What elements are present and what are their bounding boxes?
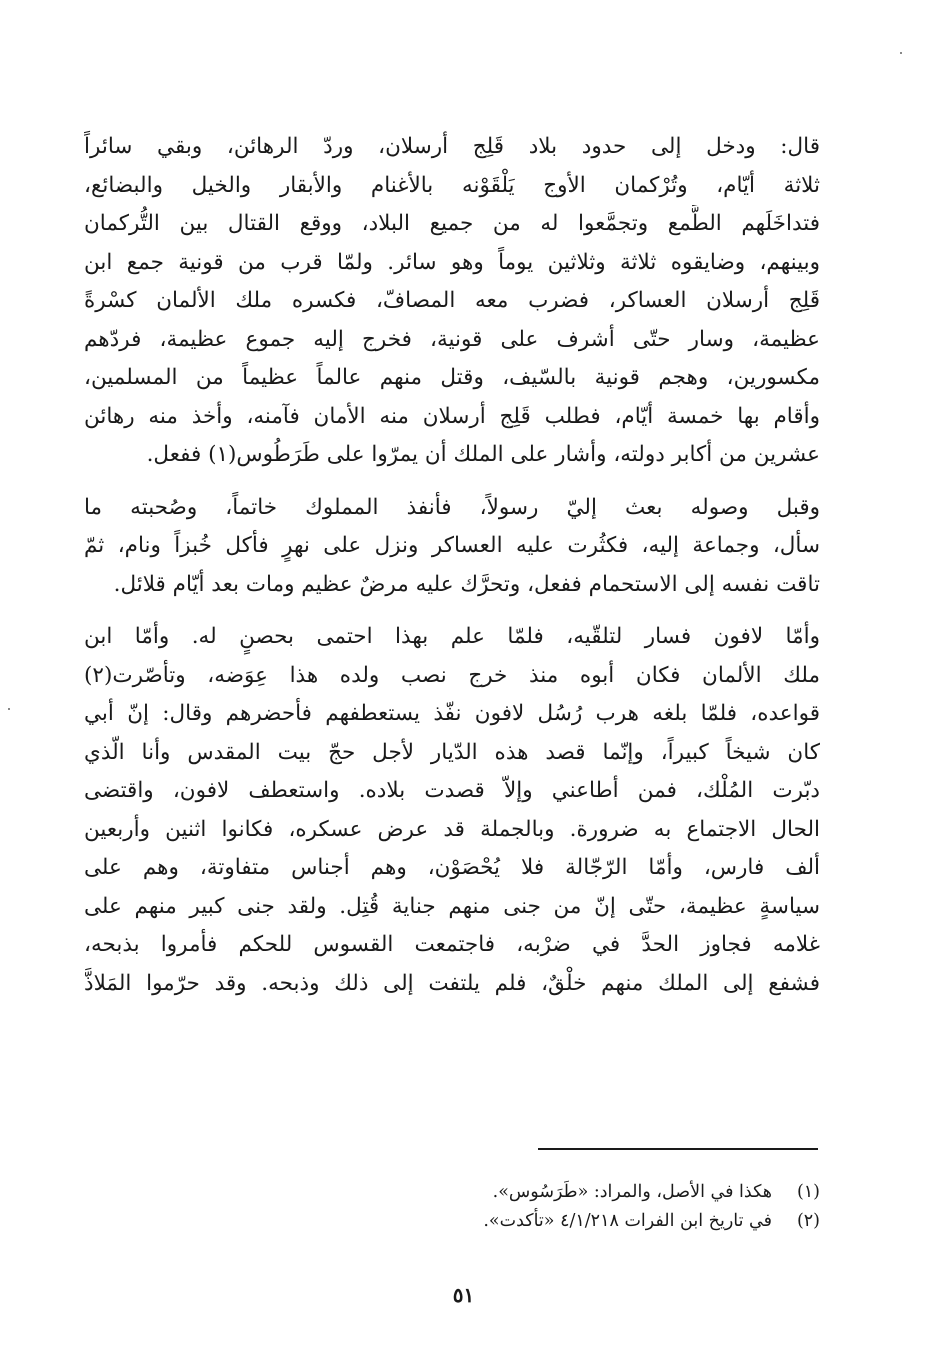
text-line: وقبل وصوله بعث إليّ رسولاً، فأنفذ المملوك خاتماً، وصُحبته ما	[84, 494, 820, 520]
footnote-divider	[538, 1148, 818, 1150]
text-line: ألف فارس، وأمّا الرّجّالة فلا يُحْصَوْن، وهم أجناس متفاوتة، وهم على	[84, 855, 820, 880]
paragraph-2	[84, 489, 820, 605]
text-line: ثلاثة أيّام، وتُرْكمان الأوج يَلْقَوْنه بالأغنام والأبقار والخيل والبضائع،	[84, 172, 820, 198]
paragraph-1	[84, 128, 820, 475]
text-line: فشفع إلى الملك منهم خلْقٌ، فلم يلتفت إلى ذلك وذبحه. وقد حرّموا المَلاذَّ	[84, 970, 820, 996]
body-text	[84, 128, 820, 1017]
text-line: دبّرت المُلْك، فمن أطاعني وإلاّ قصدت بلاده. واستعطف لافون، واقتضى	[84, 778, 820, 803]
text-line: عظيمة، وسار حتّى أشرف على قونية، فخرج إليه جموع عظيمة، فردّهم	[84, 326, 820, 352]
text-line: تاقت نفسه إلى الاستحمام ففعل، وتحرَّك عليه مرضٌ عظيم ومات بعد أيّام قلائل.	[113, 571, 820, 597]
scan-speck	[900, 52, 902, 54]
text-line: كان شيخاً كبيراً، وإنّما قصد هذه الدّيار لأجل حجّ بيت المقدس وأنا الّذي	[84, 739, 820, 765]
footnote-number: (١)	[796, 1182, 820, 1202]
footnote-1	[300, 1178, 820, 1207]
page-number: ٥١	[452, 1283, 475, 1307]
footnotes	[300, 1178, 820, 1236]
text-line: قواعده، فلمّا بلغه هرب رُسُل لافون نفّذ يستعطفهم فأحضرهم وقال: إنّ أبي	[84, 701, 820, 726]
text-line: سياسةٍ عظيمة، حتّى إنّ من جنى منهم جناية قُتِل. ولقد جنى كبير منهم على	[84, 893, 820, 919]
text-line: سأل، وجماعة إليه، فكثُرت عليه العساكر ونزل على نهرٍ فأكل خُبزاً ونام، ثمّ	[84, 533, 820, 558]
footnote-text: في تاريخ ابن الفرات ٤/١/٢١٨ «تأكدت».	[483, 1211, 772, 1231]
text-line: غلامه فجاوز الحدَّ في ضرْبه، فاجتمعت القسوس للحكم فأمروا بذبحه،	[84, 932, 820, 957]
text-line: قَلِج أرسلان العساكر، فضرب معه المصافّ، فكسره ملك الألمان كسْرةً	[84, 288, 820, 313]
text-line: فتداخَلَهم الطَّمع وتجمَّعوا له من جميع البلاد، ووقع القتال بين التُّركمان	[84, 211, 820, 236]
text-line: ملك الألمان فكان أبوه منذ خرج نصب ولده هذا عِوَضه، وتأصّرت(٢)	[84, 662, 820, 688]
footnote-text: هكذا في الأصل، والمراد: «طَرَسُوس».	[492, 1182, 772, 1202]
text-line: قال: ودخل إلى حدود بلاد قَلِج أرسلان، وردّ الرهائن، وبقي سائراً	[84, 134, 820, 159]
paragraph-3	[84, 618, 820, 1003]
footnote-2	[300, 1207, 820, 1236]
text-line: وأمّا لافون فسار لتلقّيه، فلمّا علم بهذا احتمى بحصنٍ له. وأمّا ابن	[84, 624, 820, 649]
text-line: مكسورين، وهجم قونية بالسّيف، وقتل منهم عالماً عظيماً من المسلمين،	[84, 365, 820, 390]
text-line: وأقام بها خمسة أيّام، فطلب قَلِج أرسلان منه الأمان فآمنه، وأخذ منه رهائن	[84, 403, 820, 429]
text-line: الحال الاجتماع به ضرورة. وبالجملة قد عرض عسكره، فكانوا اثنين وأربعين	[84, 816, 820, 842]
footnote-number: (٢)	[796, 1211, 820, 1231]
text-line: وبينهم، وضايقوه ثلاثة وثلاثين يوماً وهو سائر. ولمّا قرب من قونية جمع ابن	[84, 249, 820, 275]
text-line: عشرين من أكابر دولته، وأشار على الملك أن يمرّوا على طَرَطُوس(١) ففعل.	[146, 442, 820, 467]
scan-speck	[8, 708, 10, 710]
